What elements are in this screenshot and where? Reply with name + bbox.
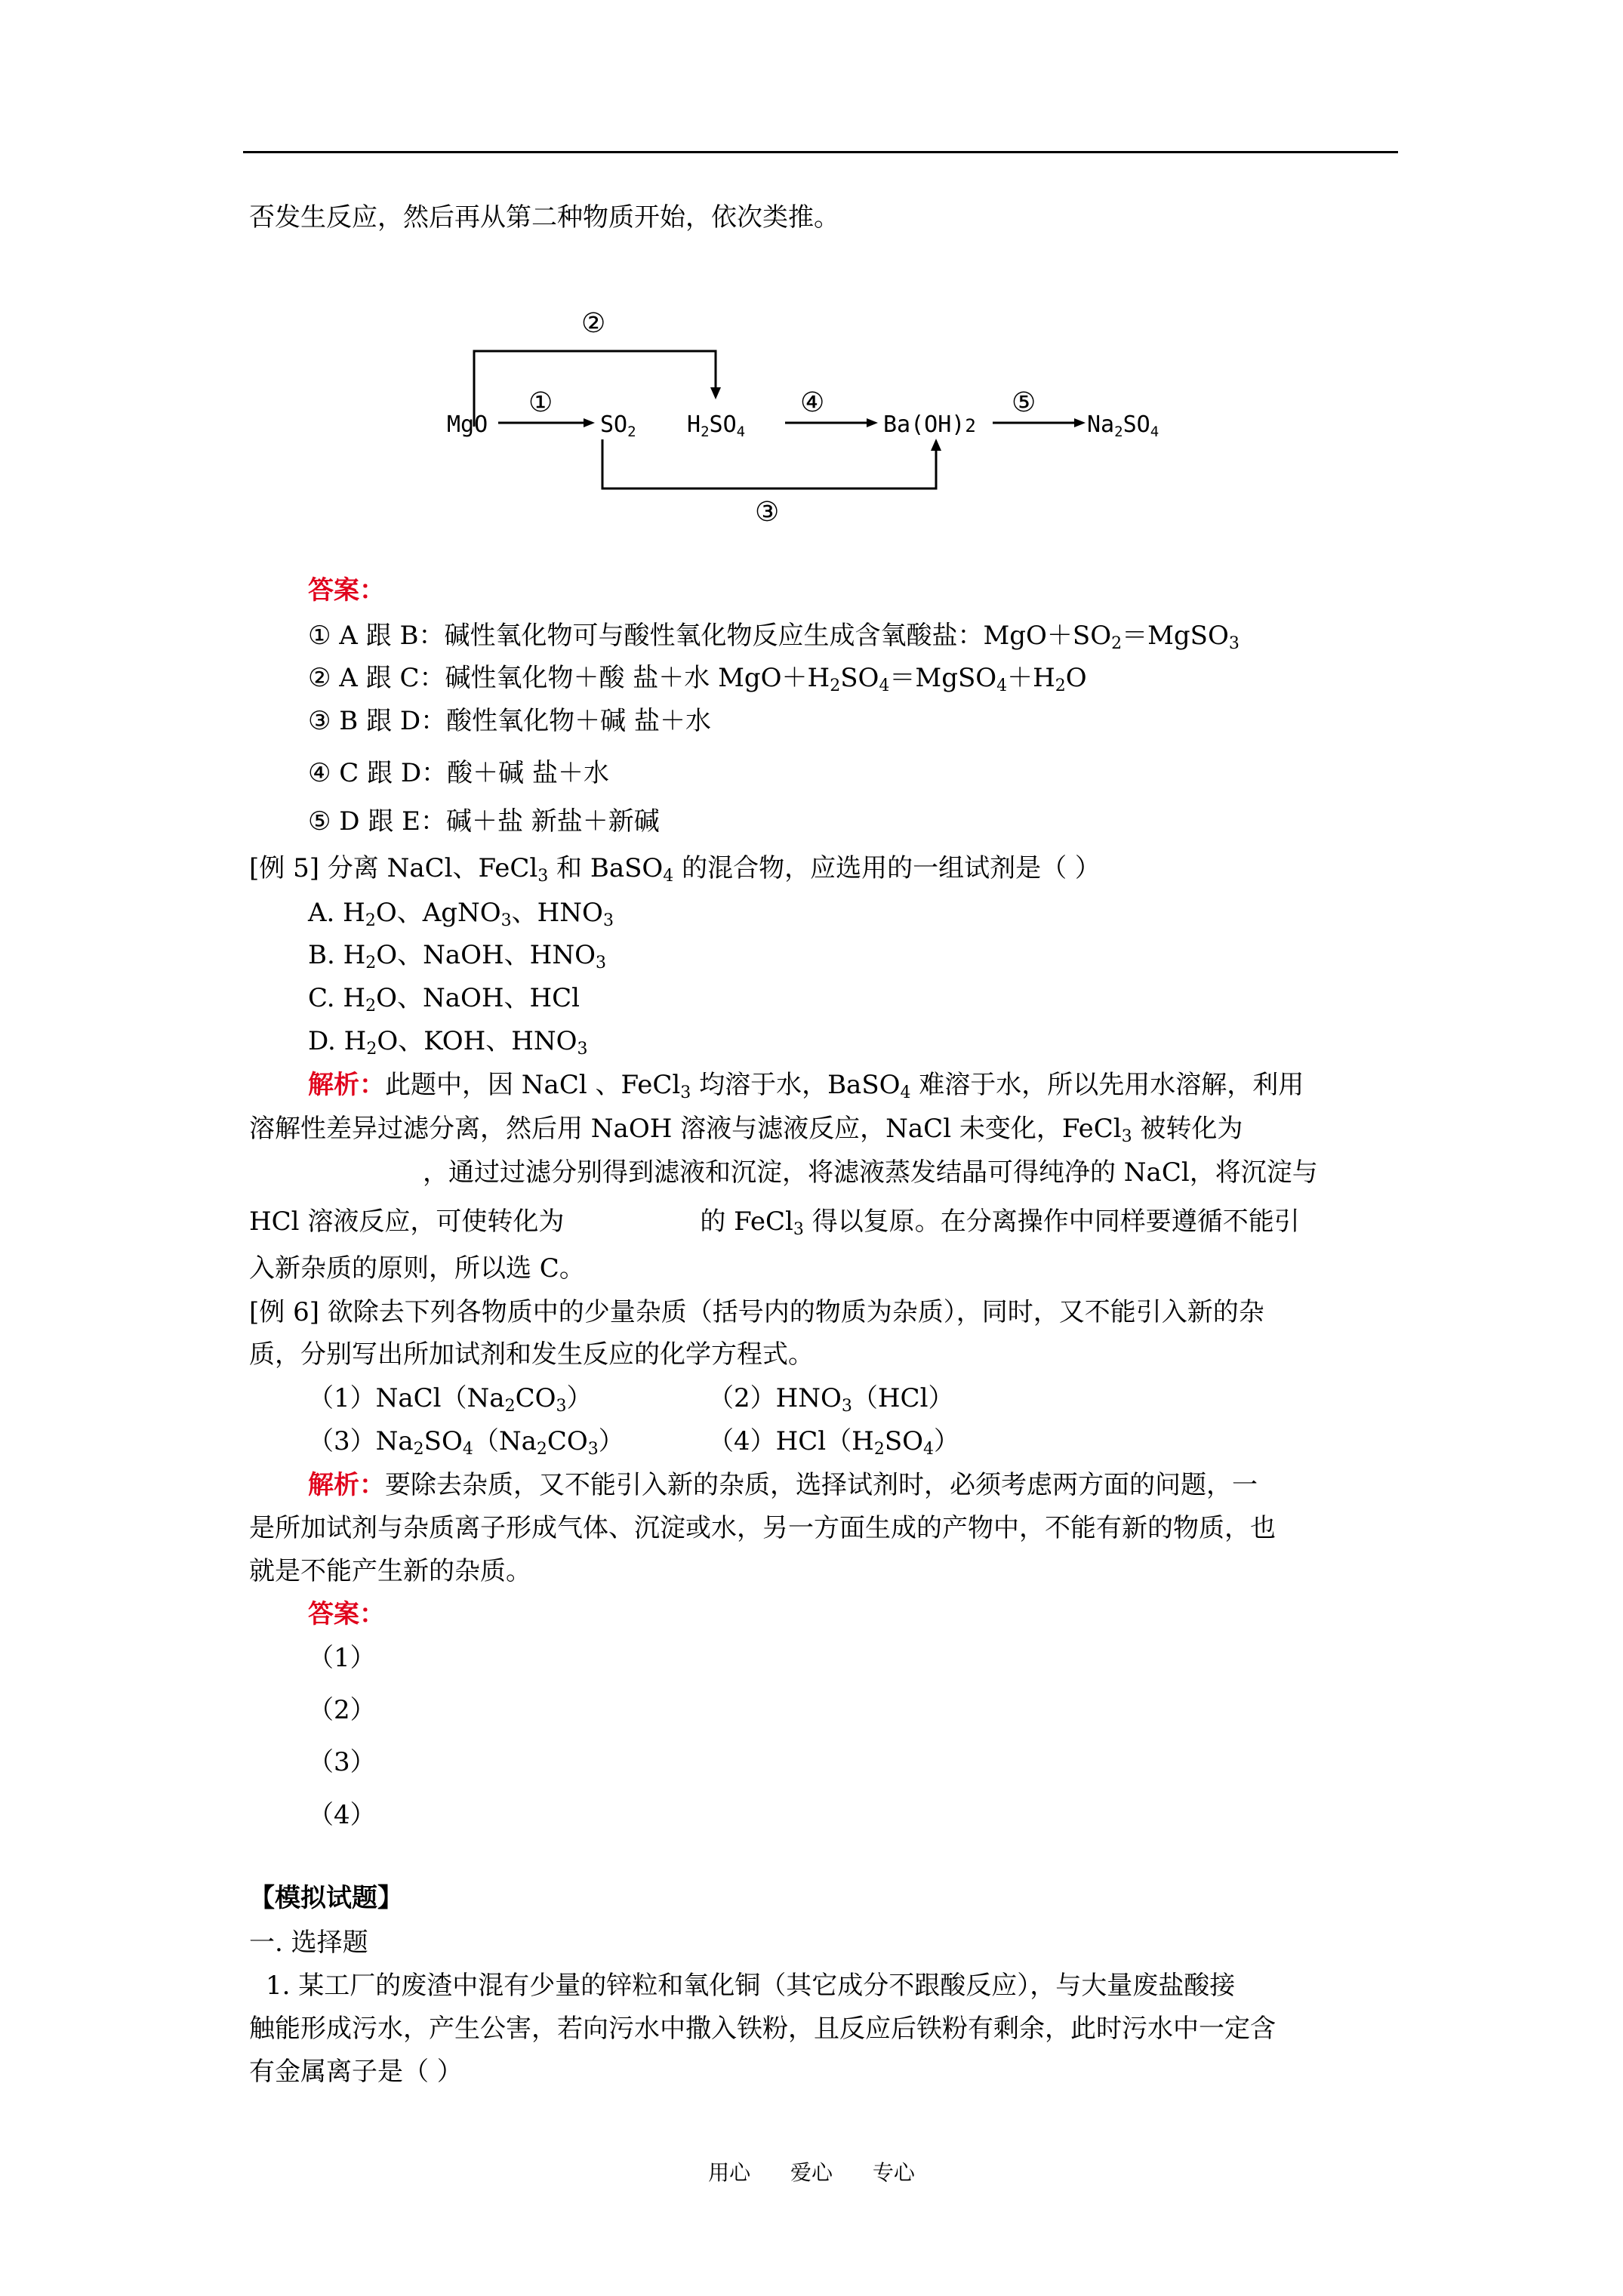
arrowhead-4 — [867, 418, 878, 427]
example6-answer-2: （2） — [308, 1695, 376, 1725]
example5-analysis-line-4: HCl 溶液反应，可使转化为 的 FeCl$_3$ 得以复原。在分离操作中同样要遵循不能引 — [249, 1207, 1300, 1239]
arrow-label-1: ① — [528, 387, 553, 418]
intro-line: 否发生反应，然后再从第二种物质开始，依次类推。 — [249, 202, 839, 233]
question-1-line-2: 触能形成污水，产生公害，若向污水中撒入铁粉，且反应后铁粉有剩余，此时污水中一定含 — [249, 2014, 1276, 2044]
example6-item-3: $(3)Na_2SO_4(Na_2CO_3)$ — [308, 1426, 624, 1459]
example5-analysis-line-1: 解析：此题中，因 NaCl 、FeCl$_3$ 均溶于水，BaSO$_4$ 难溶于水，所以先用水溶解，利用 — [308, 1070, 1304, 1102]
example6-item-4: $(4)HCl(H_2SO_4)$ — [708, 1426, 959, 1459]
arrowhead-5 — [1074, 418, 1086, 427]
node-na2so4: $Na_2SO_4$ — [1087, 411, 1160, 440]
section-heading: 【模拟试题】 — [249, 1883, 403, 1913]
example5-analysis-line-5: 入新杂质的原则，所以选 C。 — [249, 1253, 585, 1284]
answer-line-2: ② A 跟 C：碱性氧化物＋酸 盐＋水 $MgO+H_2SO_4=MgSO_4+H_2O$ — [308, 663, 1087, 695]
example5-option-b: B. $H_2O$、NaOH、$HNO_3$ — [308, 940, 606, 972]
example6-analysis-line-1: 解析：要除去杂质，又不能引入新的杂质，选择试剂时，必须考虑两方面的问题，一 — [308, 1470, 1258, 1500]
example5-option-c: C. $H_2O$、NaOH、HCl — [308, 983, 581, 1015]
example5-analysis-line-3: ，通过过滤分别得到滤液和沉淀，将滤液蒸发结晶可得纯净的 NaCl，将沉淀与 — [423, 1157, 1318, 1188]
example6-item-1: $(1)NaCl(Na_2CO_3)$ — [308, 1383, 593, 1416]
page-footer — [0, 2156, 1623, 2187]
example6-analysis-line-2: 是所加试剂与杂质离子形成气体、沉淀或水，另一方面生成的产物中，不能有新的物质，也 — [249, 1513, 1276, 1543]
arrowhead-2 — [710, 387, 721, 399]
footer-word-2: 爱心 — [790, 2160, 833, 2185]
footer-word-3: 专心 — [872, 2160, 915, 2185]
arrow-label-5: ⑤ — [1012, 387, 1036, 418]
example6-answer-3: （3） — [308, 1747, 376, 1777]
example5-analysis-line-2: 溶解性差异过滤分离，然后用 NaOH 溶液与滤液反应，NaCl 未变化，FeCl$_3$ 被转化为 — [249, 1114, 1243, 1146]
example6-answer-1: （1） — [308, 1643, 376, 1673]
node-so2: $SO_2$ — [600, 411, 636, 440]
example6-answer-4: （4） — [308, 1800, 376, 1830]
bracket-mgo-h2so4 — [474, 351, 716, 427]
arrow-label-3: ③ — [755, 497, 780, 528]
answer-label-1: 答案： — [308, 575, 385, 606]
reaction-diagram — [438, 298, 1208, 547]
example5-question: [例 5] 分离 NaCl、FeCl$_3$ 和 BaSO$_4$ 的混合物，应选用的一组试剂是（ ） — [249, 853, 1101, 886]
answer-label-2: 答案： — [308, 1599, 385, 1629]
example6-analysis-line-3: 就是不能产生新的杂质。 — [249, 1556, 531, 1586]
example6-question-line-1: [例 6] 欲除去下列各物质中的少量杂质（括号内的物质为杂质），同时，又不能引入新的杂 — [249, 1297, 1264, 1327]
arrowhead-1 — [584, 418, 595, 427]
arrow-label-2: ② — [581, 308, 606, 339]
answer-line-5: ⑤ D 跟 E：碱＋盐 新盐＋新碱 — [308, 806, 660, 837]
footer-word-1: 用心 — [708, 2160, 751, 2185]
bracket-so2-baoh2 — [602, 439, 936, 488]
example5-option-a: A. $H_2O$、AgNO$_3$、$HNO_3$ — [308, 898, 614, 930]
node-baoh2: Ba(OH)2 — [883, 411, 976, 438]
arrowhead-3 — [931, 439, 941, 451]
question-1-line-1: 1. 某工厂的废渣中混有少量的锌粒和氧化铜（其它成分不跟酸反应），与大量废盐酸接 — [266, 1971, 1236, 2001]
example5-option-d: D. $H_2O$、KOH、$HNO_3$ — [308, 1026, 588, 1059]
example6-item-2: $(2)HNO_3(HCl)$ — [708, 1383, 954, 1416]
answer-line-4: ④ C 跟 D：酸＋碱 盐＋水 — [308, 758, 609, 788]
node-h2so4: $H_2SO_4$ — [687, 411, 746, 440]
answer-line-3: ③ B 跟 D：酸性氧化物＋碱 盐＋水 — [308, 706, 711, 736]
header-rule — [243, 151, 1398, 153]
arrow-label-4: ④ — [800, 387, 825, 418]
node-mgo: MgO — [447, 411, 488, 438]
question-1-line-3: 有金属离子是（ ） — [249, 2057, 463, 2087]
example6-question-line-2: 质，分别写出所加试剂和发生反应的化学方程式。 — [249, 1339, 814, 1370]
answer-line-1: ① A 跟 B：碱性氧化物可与酸性氧化物反应生成含氧酸盐：$MgO+SO_2=MgSO_3$ — [308, 621, 1240, 653]
subsection-heading: 一. 选择题 — [249, 1928, 368, 1958]
